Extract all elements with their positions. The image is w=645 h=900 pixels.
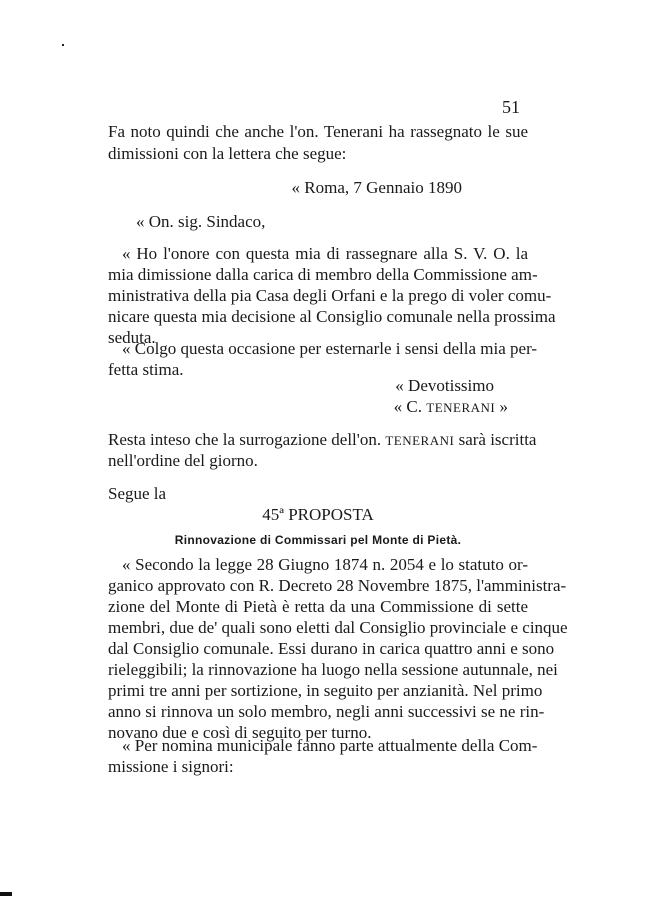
proposal-subtitle: Rinnovazione di Commissari pel Monte di Pietà. [174, 533, 462, 547]
body-line-6: rieleggibili; la rinnovazione ha luogo nella sessione autunnale, nei [108, 660, 558, 679]
letter-line-5: seduta. [108, 328, 156, 347]
letter-line-2: mia dimissione dalla carica di membro della Commissione am- [108, 265, 538, 284]
body-line-4: membri, due de' quali sono eletti dal Consiglio provinciale e cinque [108, 618, 568, 637]
letter-line-3: ministrativa della pia Casa degli Orfani e la prego di voler comu- [108, 286, 552, 305]
signature-name: TENERANI [426, 400, 496, 415]
body-line-11: missione i signori: [108, 757, 234, 776]
salutation: « On. sig. Sindaco, [136, 212, 266, 231]
body-line-1: « Secondo la legge 28 Giugno 1874 n. 2054 e lo statuto or- [122, 555, 528, 574]
intro-line-2: dimissioni con la lettera che segue: [108, 144, 347, 163]
letter-line-4: nicare questa mia decisione al Consiglio comunale nella prossima [108, 307, 556, 326]
resta-text-a: Resta inteso che la surrogazione dell'on. [108, 430, 382, 449]
signature [108, 397, 508, 418]
resta-text-b: sarà iscritta [458, 430, 537, 449]
body-line-7: primi tre anni per sortizione, in seguito per anzianità. Nel primo [108, 681, 543, 700]
resta-line-2: nell'ordine del giorno. [108, 451, 258, 470]
resta-name: TENERANI [385, 433, 455, 448]
signature-suffix: » [499, 397, 508, 416]
closing: « Devotissimo [395, 376, 494, 395]
proposal-title: 45ª PROPOSTA [262, 505, 374, 524]
body-line-5: dal Consiglio comunale. Essi durano in carica quattro anni e sono [108, 639, 555, 658]
letter-line-1: « Ho l'onore con questa mia di rassegnare alla S. V. O. la [122, 244, 528, 263]
intro-line-1: Fa noto quindi che anche l'on. Tenerani ha rassegnato le sue [108, 122, 528, 141]
letter-line-7: fetta stima. [108, 360, 184, 379]
scan-edge-mark [0, 892, 12, 896]
body-line-2: ganico approvato con R. Decreto 28 Novembre 1875, l'amministra- [108, 576, 567, 595]
dateline: « Roma, 7 Gennaio 1890 [291, 178, 462, 197]
segue-line: Segue la [108, 484, 167, 503]
scan-speck [62, 44, 64, 46]
body-line-3: zione del Monte di Pietà è retta da una Commissione di sette [108, 597, 528, 616]
body-line-9: novano due e così di seguito per turno. [108, 723, 372, 742]
letter-line-6: « Colgo questa occasione per esternarle i sensi della mia per- [122, 339, 538, 358]
body-line-10: « Per nomina municipale fanno parte attualmente della Com- [122, 736, 538, 755]
body-line-8: anno si rinnova un solo membro, negli anni successivi se ne rin- [108, 702, 545, 721]
page-number: 51 [502, 97, 520, 117]
signature-prefix: « C. [393, 397, 422, 416]
resta-line-1 [108, 430, 537, 451]
